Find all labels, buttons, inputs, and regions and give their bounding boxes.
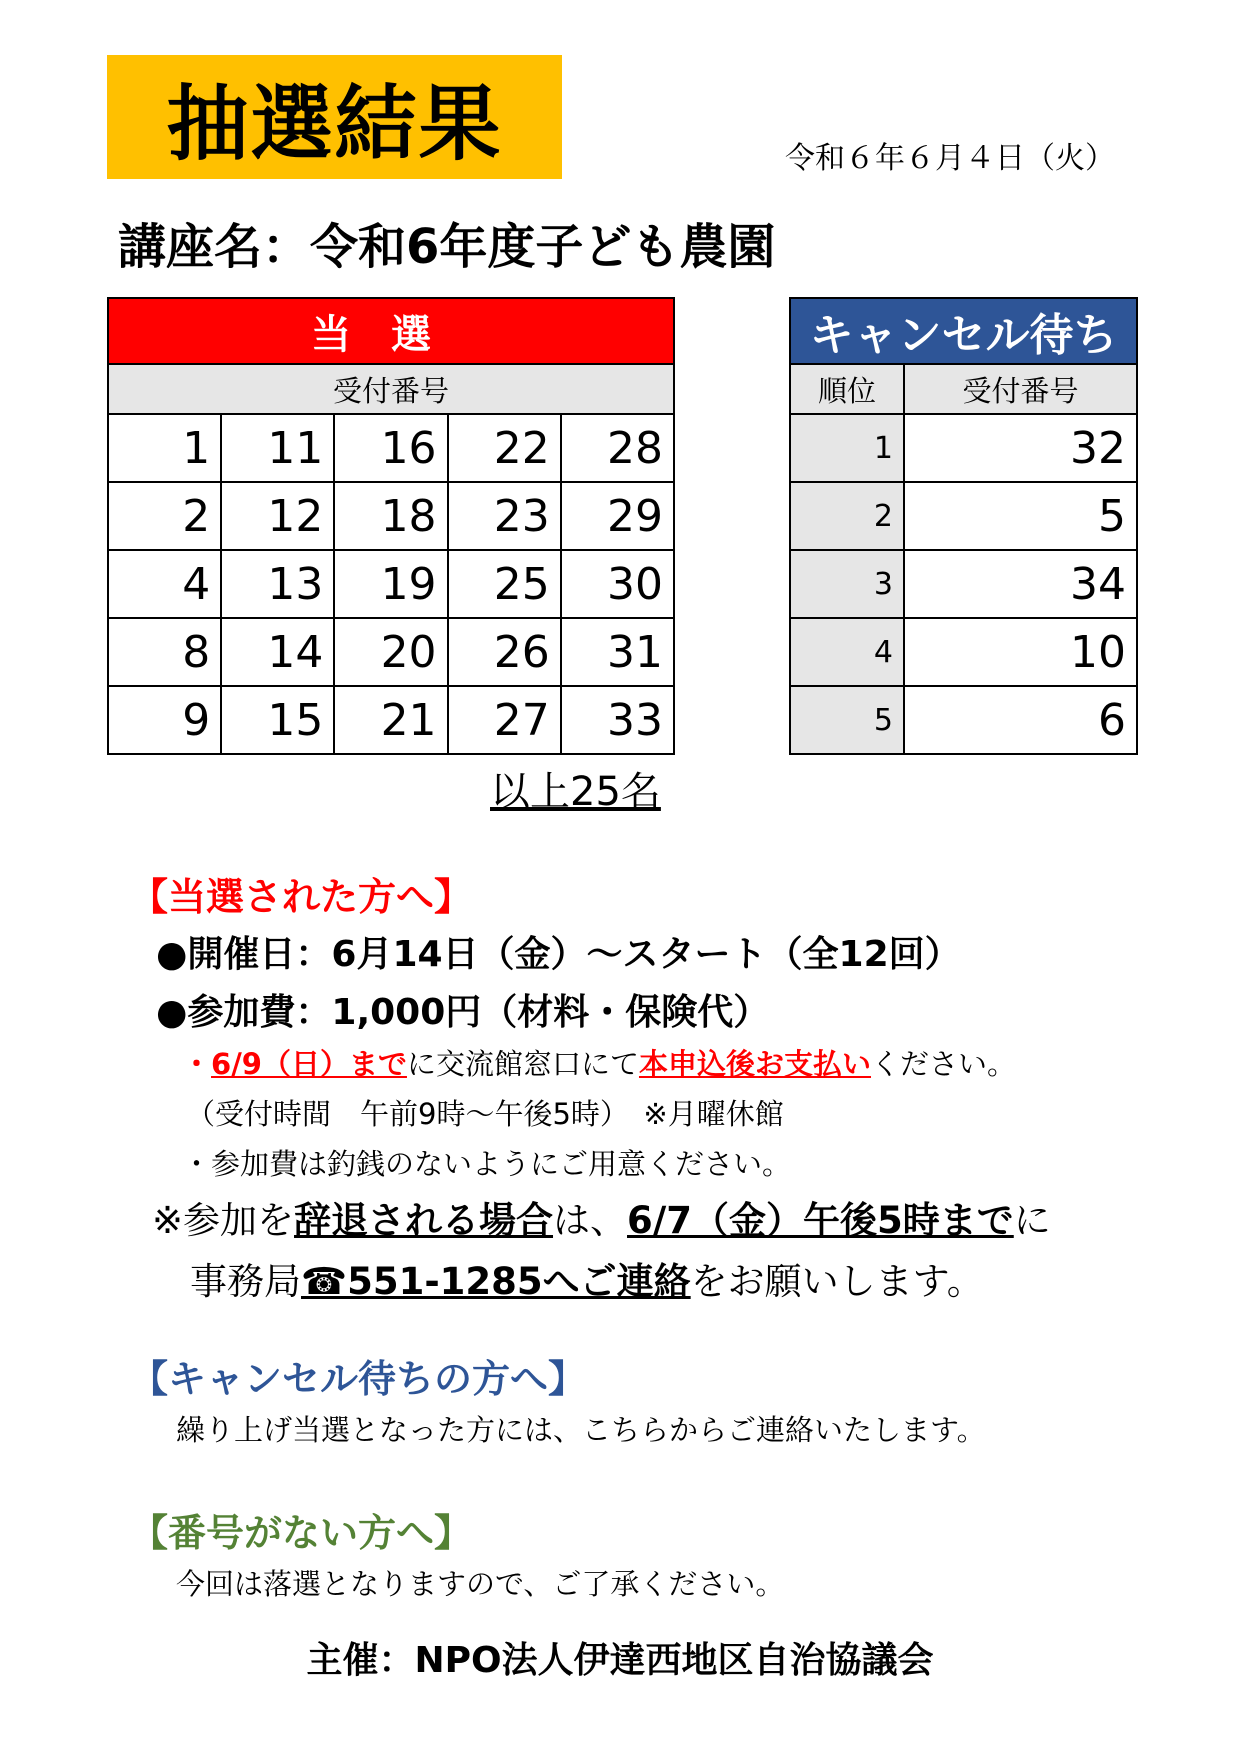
winner-number: 16 [334,414,447,482]
winner-number: 33 [561,686,674,754]
decline-text: ※参加を [152,1199,295,1242]
winner-number: 14 [221,618,334,686]
winner-number: 20 [334,618,447,686]
decline-text: 事務局 [190,1260,301,1303]
table-row [108,550,674,618]
change-note: ・参加費は釣銭のないようにご用意ください。 [182,1147,792,1181]
table-row [790,482,1137,550]
payment-mid: に交流館窓口にて [406,1047,639,1081]
payment-deadline: 6/9（日）まで [211,1047,407,1081]
winner-number: 18 [334,482,447,550]
rank-column-header: 順位 [790,364,904,414]
payment-line [182,1042,1016,1083]
table-row [790,686,1137,754]
table-row [108,686,674,754]
cancel-wait-header: キャンセル待ち [790,298,1137,364]
winners-table [107,297,675,755]
winner-number: 11 [221,414,334,482]
page-title: 抽選結果 [166,76,503,172]
number-cell: 5 [904,482,1137,550]
table-row [790,414,1137,482]
cancel-section-text: 繰り上げ当選となった方には、こちらからご連絡いたします。 [176,1413,986,1447]
winner-number: 29 [561,482,674,550]
decline-text: をお願いします。 [690,1260,984,1303]
rank-cell: 4 [790,618,904,686]
winner-number: 26 [448,618,561,686]
no-number-section-heading: 【番号がない方へ】 [130,1511,473,1555]
decline-text: は、 [553,1199,628,1242]
cancel-wait-table [789,297,1138,755]
table-row [108,414,674,482]
rank-cell: 3 [790,550,904,618]
number-cell: 34 [904,550,1137,618]
number-cell: 10 [904,618,1137,686]
number-column-header: 受付番号 [904,364,1137,414]
winner-number: 15 [221,686,334,754]
winner-number: 22 [448,414,561,482]
winner-number: 28 [561,414,674,482]
winners-header: 当選 [108,298,674,364]
fee-line: ●参加費：1,000円（材料・保険代） [156,992,770,1033]
title-box [107,55,562,179]
winner-number: 1 [108,414,221,482]
decline-text: に [1013,1199,1051,1242]
office-phone: ☎551-1285へご連絡 [301,1260,691,1303]
winner-number: 2 [108,482,221,550]
winner-number: 23 [448,482,561,550]
table-row [790,618,1137,686]
winner-number: 31 [561,618,674,686]
no-number-section-text: 今回は落選となりますので、ご了承ください。 [176,1567,785,1601]
winner-number: 30 [561,550,674,618]
number-cell: 32 [904,414,1137,482]
rank-cell: 5 [790,686,904,754]
winner-number: 8 [108,618,221,686]
payment-prefix: ・ [182,1047,212,1081]
winner-number: 21 [334,686,447,754]
course-name: 講座名：令和6年度子ども農園 [118,219,776,275]
rank-cell: 1 [790,414,904,482]
winner-number: 27 [448,686,561,754]
payment-action: 本申込後お支払い [638,1047,871,1081]
event-date-line: ●開催日：6月14日（金）～スタート（全12回） [156,934,961,975]
table-row [108,482,674,550]
winner-number: 25 [448,550,561,618]
winners-total: 以上25名 [490,769,661,815]
rank-cell: 2 [790,482,904,550]
winner-number: 19 [334,550,447,618]
winner-number: 12 [221,482,334,550]
winner-number: 13 [221,550,334,618]
reception-hours: （受付時間 午前9時～午後5時） ※月曜休館 [186,1097,784,1131]
payment-suffix: ください。 [871,1047,1017,1081]
decline-line-2 [190,1251,984,1305]
winners-section-heading: 【当選された方へ】 [130,875,473,919]
winner-number: 9 [108,686,221,754]
winner-number: 4 [108,550,221,618]
decline-deadline: 6/7（金）午後5時まで [627,1199,1014,1242]
decline-line-1 [152,1190,1051,1244]
table-row [790,550,1137,618]
table-row [108,618,674,686]
organizer: 主催：NPO法人伊達西地区自治協議会 [306,1640,934,1681]
decline-case: 辞退される場合 [294,1199,554,1242]
winners-subheader: 受付番号 [108,364,674,414]
number-cell: 6 [904,686,1137,754]
cancel-section-heading: 【キャンセル待ちの方へ】 [130,1357,587,1401]
issue-date: 令和６年６月４日（火） [785,141,1115,176]
